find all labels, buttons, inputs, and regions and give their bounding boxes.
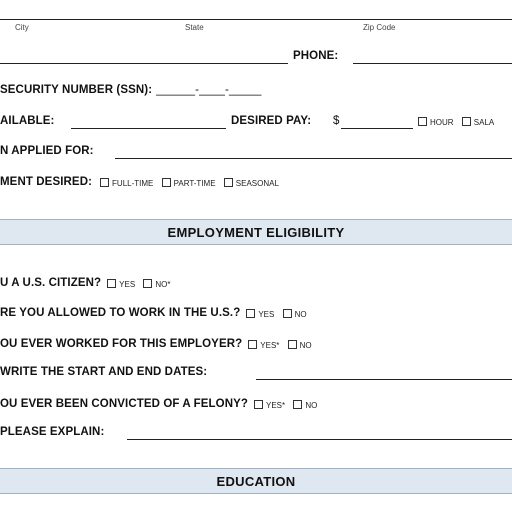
citizen-yes-checkbox[interactable]: [107, 279, 116, 288]
felony-no-checkbox[interactable]: [293, 400, 302, 409]
seasonal-label: SEASONAL: [235, 179, 279, 188]
ssn-dash-2: -: [225, 84, 229, 96]
zip-sublabel: Zip Code: [363, 23, 396, 32]
citizen-question-row: [0, 277, 171, 289]
previous-employment-no-checkbox[interactable]: [288, 340, 297, 349]
employment-eligibility-title: EMPLOYMENT ELIGIBILITY: [167, 224, 345, 240]
please-explain-label: PLEASE EXPLAIN:: [0, 426, 105, 438]
start-end-dates-field[interactable]: [256, 379, 512, 380]
felony-question-row: [0, 398, 317, 410]
citizen-no-label: NO*: [155, 280, 171, 289]
part-time-checkbox[interactable]: [162, 178, 171, 187]
felony-no-label: NO: [305, 401, 318, 410]
ssn-part-1[interactable]: ______: [156, 84, 196, 96]
full-time-label: FULL-TIME: [112, 179, 154, 188]
address-line[interactable]: [0, 19, 512, 20]
state-sublabel: State: [185, 23, 204, 32]
work-authorization-row: [0, 307, 307, 319]
education-header: [0, 468, 512, 494]
name-field[interactable]: [0, 63, 288, 64]
employment-desired-row: [0, 176, 279, 188]
previous-employment-yes-label: YES*: [260, 341, 280, 350]
seasonal-checkbox[interactable]: [224, 178, 233, 187]
hour-option-label: HOUR: [430, 118, 454, 127]
full-time-checkbox[interactable]: [100, 178, 109, 187]
position-applied-field[interactable]: [115, 158, 512, 159]
date-available-field[interactable]: [71, 128, 226, 129]
city-sublabel: City: [15, 23, 29, 32]
currency-sign: $: [333, 115, 340, 127]
please-explain-field[interactable]: [127, 439, 512, 440]
ssn-dash-1: -: [195, 84, 200, 96]
felony-yes-label: YES*: [266, 401, 286, 410]
position-applied-label: N APPLIED FOR:: [0, 145, 94, 157]
work-authorization-no-checkbox[interactable]: [283, 309, 292, 318]
salary-checkbox[interactable]: [462, 117, 471, 126]
previous-employment-no-label: NO: [299, 341, 312, 350]
work-authorization-yes-label: YES: [258, 310, 275, 319]
previous-employment-label: OU EVER WORKED FOR THIS EMPLOYER?: [0, 338, 243, 350]
salary-option-label: SALA: [473, 118, 495, 127]
desired-pay-field[interactable]: [341, 128, 413, 129]
employment-eligibility-header: [0, 219, 512, 245]
work-authorization-yes-checkbox[interactable]: [246, 309, 255, 318]
citizen-yes-label: YES: [119, 280, 136, 289]
citizen-no-checkbox[interactable]: [143, 279, 152, 288]
date-available-label: AILABLE:: [0, 115, 55, 127]
ssn-part-2[interactable]: ____: [199, 84, 226, 96]
ssn-row: [0, 84, 261, 96]
start-end-dates-label: WRITE THE START AND END DATES:: [0, 366, 208, 378]
felony-question-label: OU EVER BEEN CONVICTED OF A FELONY?: [0, 398, 248, 410]
work-authorization-no-label: NO: [294, 310, 307, 319]
part-time-label: PART-TIME: [173, 179, 216, 188]
ssn-part-3[interactable]: _____: [228, 84, 262, 96]
citizen-question-label: U A U.S. CITIZEN?: [0, 277, 102, 289]
desired-pay-label: DESIRED PAY:: [231, 115, 312, 127]
pay-period-options: [412, 117, 494, 127]
hour-checkbox[interactable]: [418, 117, 427, 126]
phone-field[interactable]: [353, 63, 512, 64]
previous-employment-yes-checkbox[interactable]: [248, 340, 257, 349]
employment-desired-label: MENT DESIRED:: [0, 176, 93, 188]
previous-employment-row: [0, 338, 312, 350]
felony-yes-checkbox[interactable]: [254, 400, 263, 409]
education-title: EDUCATION: [216, 473, 296, 489]
phone-label: PHONE:: [293, 50, 339, 62]
ssn-label: SECURITY NUMBER (SSN):: [0, 84, 153, 96]
work-authorization-label: RE YOU ALLOWED TO WORK IN THE U.S.?: [0, 307, 241, 319]
